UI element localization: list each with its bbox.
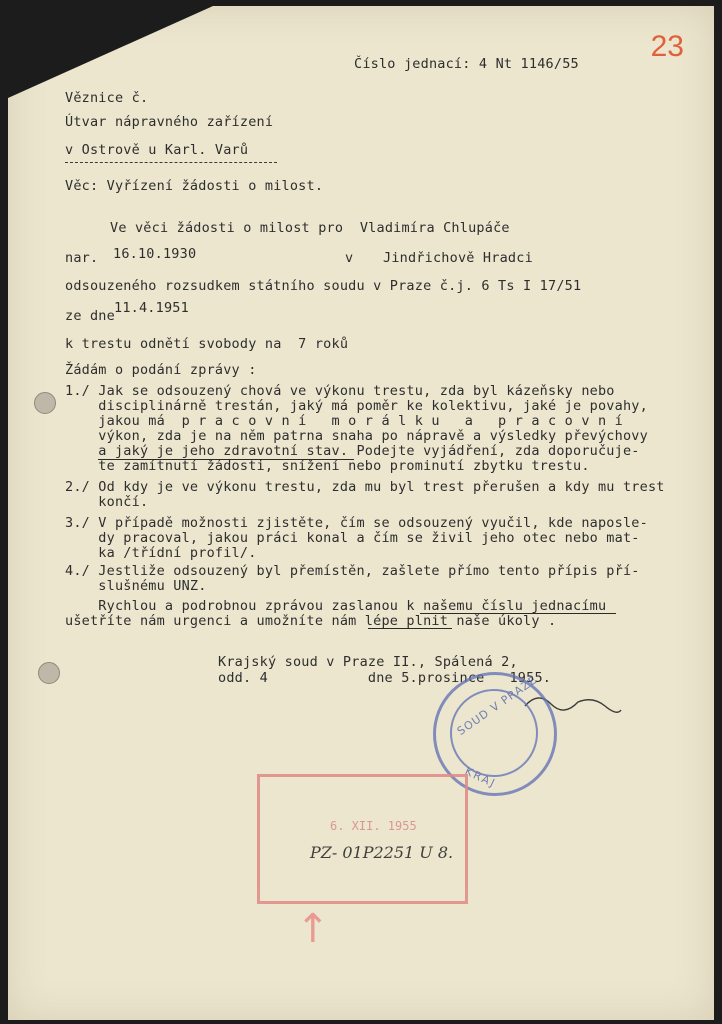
underline-better xyxy=(368,628,452,629)
sentence-line: k trestu odnětí svobody na 7 roků xyxy=(65,336,349,352)
request-line: Žádám o podání zprávy : xyxy=(65,362,257,378)
verdict-date-label: ze dne xyxy=(65,308,115,324)
item-line: 4./ Jestliže odsouzený byl přemístěn, zašlete přímo tento přípis pří- xyxy=(65,563,640,579)
folded-corner xyxy=(8,6,213,98)
verdict-line: odsouzeného rozsudkem státního soudu v Praze č.j. 6 Ts I 17/51 xyxy=(65,278,582,294)
item-line: 3./ V případě možnosti zjistěte, čím se odsouzený vyučil, kde naposle- xyxy=(65,515,648,531)
underline-reference xyxy=(420,613,616,614)
page-number: 23 xyxy=(650,30,684,63)
item-line: slušnému UNZ. xyxy=(65,578,207,594)
case-line-1: Ve věci žádosti o milost pro Vladimíra Chlupáče xyxy=(110,220,510,236)
item-line: a jaký je jeho zdravotní stav. Podejte vyjádření, zda doporučuje- xyxy=(65,443,640,459)
received-stamp xyxy=(257,774,468,904)
document-page xyxy=(8,6,714,1020)
handwritten-note: PZ- 01P2251 U 8. xyxy=(310,843,454,862)
item-line: disciplinárně trestán, jaký má poměr ke kolektivu, jaké je povahy, xyxy=(65,398,648,414)
item-line: končí. xyxy=(65,494,149,510)
item-line: výkon, zda je na něm patrna snaha po nápravě a výsledky převýchovy xyxy=(65,428,648,444)
verdict-date: 11.4.1951 xyxy=(114,300,189,316)
reference-number: Číslo jednací: 4 Nt 1146/55 xyxy=(354,56,579,72)
addressee-line-2: Útvar nápravného zařízení xyxy=(65,114,274,130)
item-line: jakou má p r a c o v n í m o r á l k u a p r a c o v n í xyxy=(65,413,623,429)
stamp-top-text: SOUD V PRAZE xyxy=(454,673,540,738)
punch-hole-bottom xyxy=(38,662,60,684)
addressee-line-1: Věznice č. xyxy=(65,90,149,106)
received-date: 6. XII. 1955 xyxy=(330,819,417,833)
item-line: ka /třídní profil/. xyxy=(65,545,257,561)
born-place: Jindřichově Hradci xyxy=(383,250,533,266)
item-line: 1./ Jak se odsouzený chová ve výkonu trestu, zda byl kázeňsky nebo xyxy=(65,383,615,399)
closing-line-2: ušetříte nám urgenci a umožníte nám lépe plnit naše úkoly . xyxy=(65,613,557,629)
born-place-label: v xyxy=(345,250,354,266)
addressee-rule xyxy=(65,162,277,163)
item-line: te zamítnutí žádosti, snížení nebo prominutí zbytku trestu. xyxy=(65,458,590,474)
closing-line-1: Rychlou a podrobnou zprávou zaslanou k našemu číslu jednacímu xyxy=(65,598,607,614)
pencil-mark: ↑ xyxy=(296,906,330,952)
punch-hole-top xyxy=(34,392,56,414)
addressee-line-3: v Ostrově u Karl. Varů xyxy=(65,142,249,158)
underline-health xyxy=(98,459,354,460)
signature-line-1: Krajský soud v Praze II., Spálená 2, xyxy=(218,654,518,670)
stamp-bottom-text: KRAJ xyxy=(462,764,499,791)
subject-line: Věc: Vyřízení žádosti o milost. xyxy=(65,178,324,194)
born-date: 16.10.1930 xyxy=(113,246,197,262)
item-line: dy pracoval, jakou práci konal a čím se živil jeho otec nebo mat- xyxy=(65,530,640,546)
born-label: nar. xyxy=(65,250,99,266)
item-line: 2./ Od kdy je ve výkonu trestu, zda mu byl trest přerušen a kdy mu trest xyxy=(65,479,665,495)
signature-line-2: odd. 4 dne 5.prosince 1955. xyxy=(218,670,552,686)
